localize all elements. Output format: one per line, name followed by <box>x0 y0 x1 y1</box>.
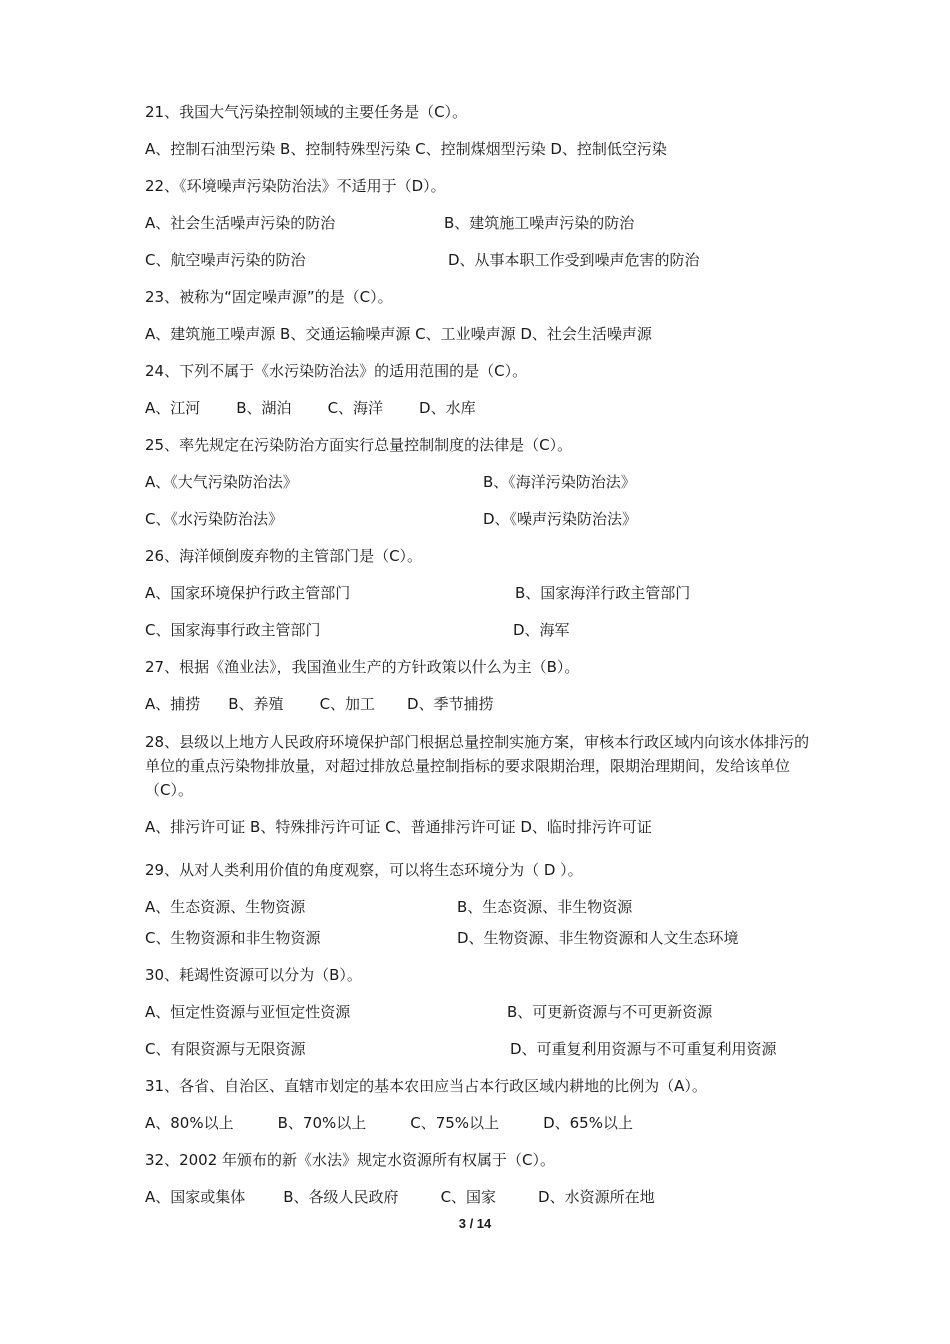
question-30-option-a: A、恒定性资源与亚恒定性资源 <box>145 1003 351 1021</box>
question-22: 22、《环境噪声污染防治法》不适用于（D）。 <box>145 177 446 195</box>
question-22-option-a: A、社会生活噪声污染的防治 <box>145 214 336 232</box>
question-32-option-b: B、各级人民政府 <box>283 1188 399 1206</box>
question-31-options <box>145 1113 651 1133</box>
question-24-option-d: D、水库 <box>419 399 476 417</box>
question-23-options: A、建筑施工噪声源 B、交通运输噪声源 C、工业噪声源 D、社会生活噪声源 <box>145 325 652 343</box>
question-29-option-c: C、生物资源和非生物资源 <box>145 929 321 947</box>
question-22-option-d: D、从事本职工作受到噪声危害的防治 <box>448 251 700 269</box>
question-29: 29、从对人类利用价值的角度观察，可以将生态环境分为（ D ）。 <box>145 861 583 879</box>
question-27-option-c: C、加工 <box>319 695 376 713</box>
question-27-option-a: A、捕捞 <box>145 695 201 713</box>
question-24-options <box>145 398 494 418</box>
question-25-option-b: B、《海洋污染防治法》 <box>483 473 636 491</box>
question-27-options <box>145 694 512 714</box>
question-28-options: A、排污许可证 B、特殊排污许可证 C、普通排污许可证 D、临时排污许可证 <box>145 818 652 836</box>
question-24-option-b: B、湖泊 <box>236 399 292 417</box>
question-27-option-b: B、养殖 <box>228 695 284 713</box>
question-32-options <box>145 1187 673 1207</box>
question-26-option-d: D、海军 <box>513 621 570 639</box>
question-30-option-d: D、可重复利用资源与不可重复利用资源 <box>510 1040 777 1058</box>
page-number: 3 / 14 <box>458 1216 492 1231</box>
question-31-option-a: A、80%以上 <box>145 1114 234 1132</box>
question-32: 32、2002 年颁布的新《水法》规定水资源所有权属于（C）。 <box>145 1151 556 1169</box>
question-21: 21、我国大气污染控制领域的主要任务是（C）。 <box>145 103 468 121</box>
question-22-option-b: B、建筑施工噪声污染的防治 <box>444 214 635 232</box>
question-30: 30、耗竭性资源可以分为（B）。 <box>145 966 362 984</box>
question-29-option-a: A、生态资源、生物资源 <box>145 898 306 916</box>
question-28: 28、县级以上地方人民政府环境保护部门根据总量控制实施方案，审核本行政区域内向该水体排污的单位的重点污染物排放量，对超过排放总量控制指标的要求限期治理，限期治理期间，发给该单位（C）。 <box>145 733 810 799</box>
question-24-option-c: C、海洋 <box>327 399 384 417</box>
question-30-option-b: B、可更新资源与不可更新资源 <box>507 1003 713 1021</box>
question-23: 23、被称为“固定噪声源”的是（C）。 <box>145 288 393 306</box>
question-32-option-a: A、国家或集体 <box>145 1188 246 1206</box>
question-31: 31、各省、自治区、直辖市划定的基本农田应当占本行政区域内耕地的比例为（A）。 <box>145 1077 707 1095</box>
question-30-option-c: C、有限资源与无限资源 <box>145 1040 306 1058</box>
question-24: 24、下列不属于《水污染防治法》的适用范围的是（C）。 <box>145 362 528 380</box>
question-25-option-a: A、《大气污染防治法》 <box>145 473 298 491</box>
question-29-option-d: D、生物资源、非生物资源和人文生态环境 <box>457 929 739 947</box>
question-25-option-c: C、《水污染防治法》 <box>145 510 283 528</box>
question-26-option-c: C、国家海事行政主管部门 <box>145 621 321 639</box>
question-32-option-c: C、国家 <box>440 1188 497 1206</box>
question-31-option-c: C、75%以上 <box>410 1114 500 1132</box>
question-25-option-d: D、《噪声污染防治法》 <box>483 510 638 528</box>
question-26-option-b: B、国家海洋行政主管部门 <box>515 584 691 602</box>
question-25: 25、率先规定在污染防治方面实行总量控制制度的法律是（C）。 <box>145 436 573 454</box>
question-27: 27、根据《渔业法》，我国渔业生产的方针政策以什么为主（B）。 <box>145 658 580 676</box>
question-31-option-b: B、70%以上 <box>277 1114 367 1132</box>
question-31-option-d: D、65%以上 <box>543 1114 633 1132</box>
question-22-option-c: C、航空噪声污染的防治 <box>145 251 306 269</box>
question-21-options: A、控制石油型污染 B、控制特殊型污染 C、控制煤烟型污染 D、控制低空污染 <box>145 140 667 158</box>
question-32-option-d: D、水资源所在地 <box>538 1188 655 1206</box>
question-26-option-a: A、国家环境保护行政主管部门 <box>145 584 351 602</box>
question-29-option-b: B、生态资源、非生物资源 <box>457 898 633 916</box>
question-27-option-d: D、季节捕捞 <box>407 695 494 713</box>
question-26: 26、海洋倾倒废弃物的主管部门是（C）。 <box>145 547 423 565</box>
question-24-option-a: A、江河 <box>145 399 201 417</box>
